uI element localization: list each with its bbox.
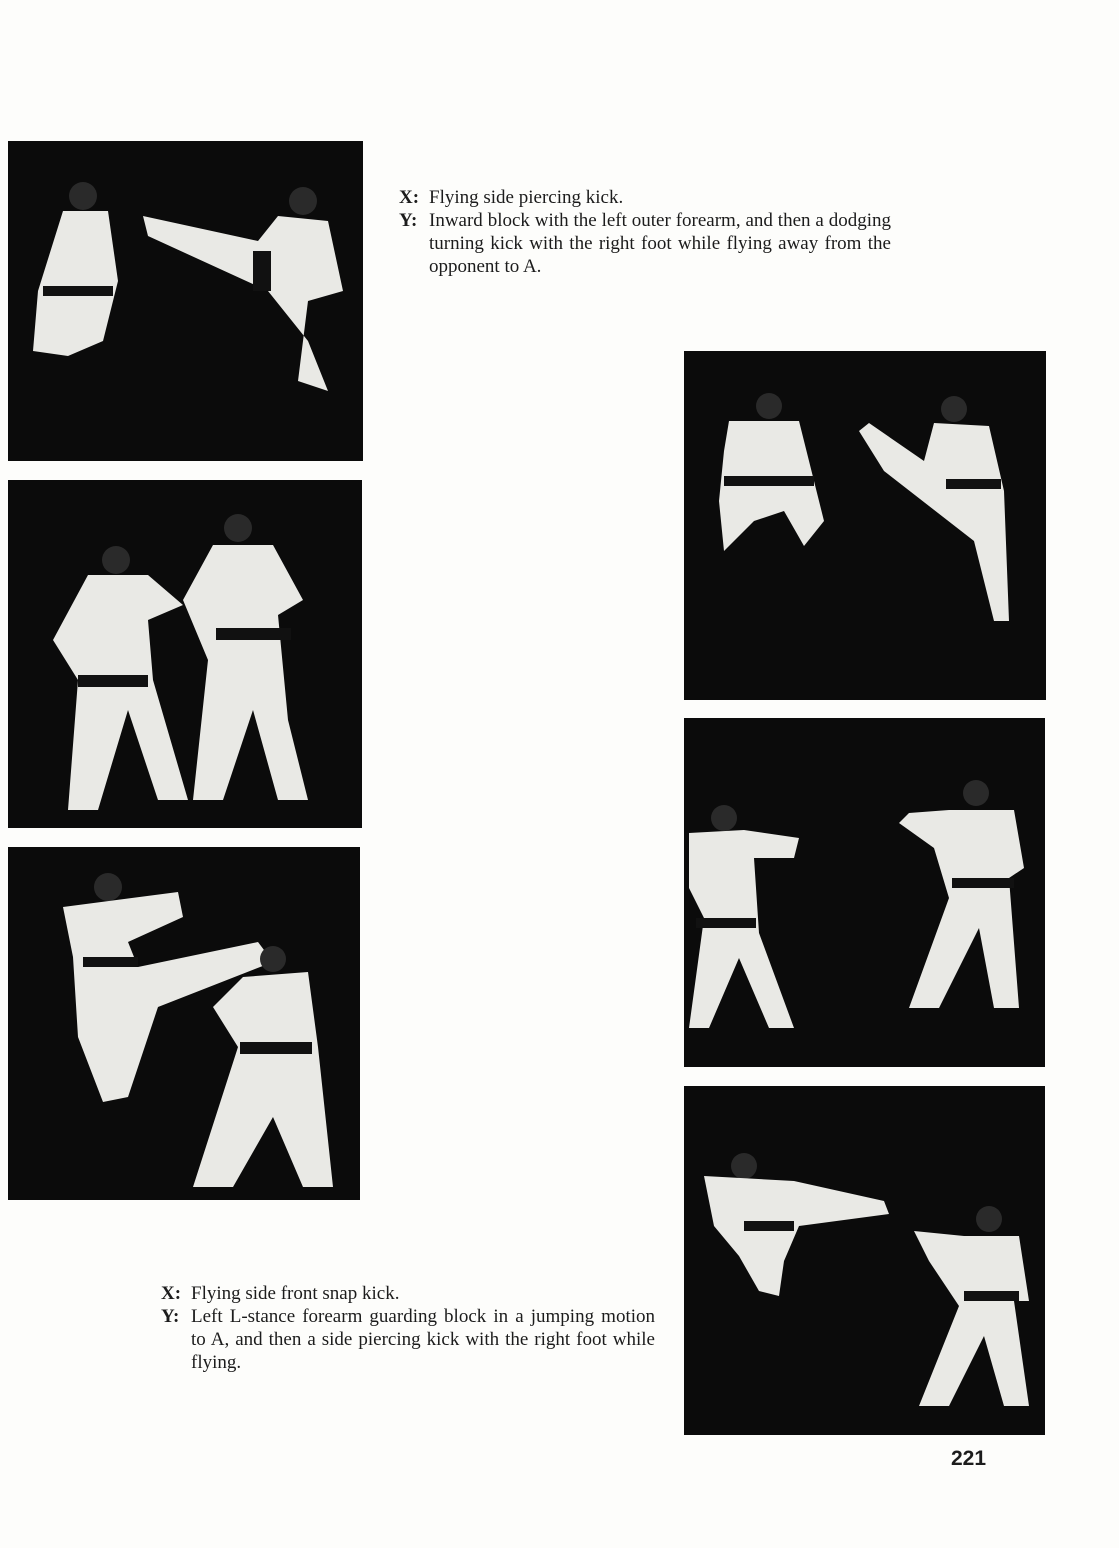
- photo-turning-kick: [8, 847, 360, 1200]
- photo-inward-block-figures: [8, 480, 362, 828]
- caption-bottom-x-text: Flying side front snap kick.: [191, 1283, 400, 1304]
- caption-top-x: [399, 186, 891, 209]
- photo-flying-side-kick-figures: [8, 141, 363, 461]
- photo-guard-stance-figures: [684, 718, 1045, 1067]
- photo-turning-kick-figures: [8, 847, 360, 1200]
- caption-bottom-x: [161, 1282, 655, 1305]
- caption-top-y: [399, 209, 891, 278]
- photo-inward-block: [8, 480, 362, 828]
- photo-dodging-turning-kick: [684, 351, 1046, 700]
- caption-top-x-label: X:: [399, 187, 420, 208]
- caption-bottom-y: [161, 1305, 655, 1374]
- photo-flying-side-piercing-kick-figures: [684, 1086, 1045, 1435]
- photo-dodging-turning-kick-figures: [684, 351, 1046, 700]
- caption-bottom-x-label: X:: [161, 1283, 182, 1304]
- caption-bottom-y-text: Left L-stance forearm guarding block in a jumping motion to A, and then a side piercing kick with the right foot while flying.: [191, 1306, 655, 1373]
- caption-top: [399, 186, 891, 278]
- photo-guard-stance: [684, 718, 1045, 1067]
- caption-top-y-text: Inward block with the left outer forearm, and then a dodging turning kick with the right foot while flying away from the opponent to A.: [429, 210, 891, 277]
- photo-flying-side-piercing-kick: [684, 1086, 1045, 1435]
- page-number: 221: [951, 1447, 987, 1470]
- caption-bottom: [161, 1282, 655, 1374]
- caption-bottom-y-label: Y:: [161, 1306, 180, 1327]
- caption-top-y-label: Y:: [399, 210, 418, 231]
- caption-top-x-text: Flying side piercing kick.: [429, 187, 624, 208]
- photo-flying-side-kick: [8, 141, 363, 461]
